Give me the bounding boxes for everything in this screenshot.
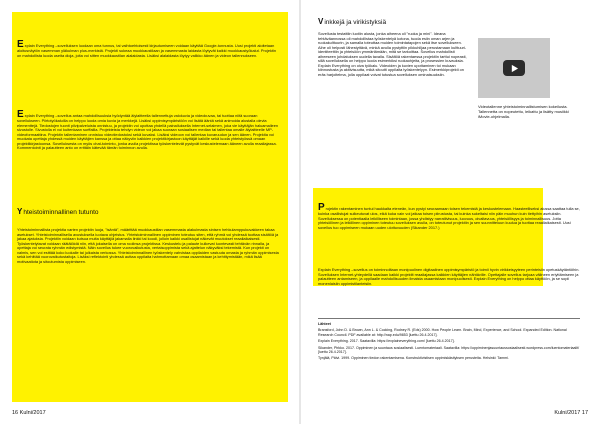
section-heading: [318, 18, 478, 26]
left-page: [0, 0, 299, 424]
paragraph-text: rojektin rakentaminen tuntui haukkalta eteneän, kun pystyi seuraamaan toisen tekemistä ja keskustelemaan. Haasteelliseksi alussa saattaa tulla se, kuinka osallistujat sulkeutuvat ulos, eikä kuka vain voi jatkaa toisen piirustusta, tai kuinka sukeltaisi niin päin muuhun kuin tiettyihin asetuksiin. Sovelluksessa on potentiaalia leikilliseen toimintaan, jossa yhdistyy narratiivisuus, luovuus, oivaltavuus, yhteisöllisyys ja toiminnallisuus. Jotta yhteisöllinen ja leikillinen oppiminen toteutuu sovelluksen avulla, on toteutunut projektiin ja sen suunnitteluun kuulua ja tuottaa reaaliaikaisesti. Uusi sovellus tuo oppimiseen mukaan uuden ulottuvuuden (Sikander 2017.): [318, 206, 580, 230]
references-divider: [318, 318, 580, 319]
drop-cap: P: [318, 202, 325, 213]
reference-item: Bransford, John D. & Brown, Ann L. & Cocking, Rodney R. (Eds) 2000. How People Learn. Brain, Mind, Experience, and School. Expanded Edition. National Research Council. PDF available at: http://nap.edu/9853 [luettu 26.4.2017].: [318, 328, 567, 337]
page-number-left: 16 Kulni/2017: [12, 410, 46, 416]
heading-initial: Y: [17, 207, 23, 216]
body-paragraph: Sovellusta testattiin luotiin alusta, jonka aiheena oli "ruoka ja mini". Ideana tehtäväannossa oli mahdollistaa työskentelyä kotona, tuoda esiin oman arjen ja ruokakulttuurin, ja samalla toteuttaa muiden toimintatapojen sekä itse sovellukseen. Aihe oli helposti lähestyttävä, minkä avulla pystyttiin pikkuhiljaa perustamaan kulttuuri-identiteettiin ja yhteisöön ymmärtämään, mitä se tarkoittaa. Sovellus mahdollisti aiheeseen johdatuksen uudella tavalla. Sisältöä rakentaessa projektiin tarttui nopeasti, sillä sovelluksella on helppo luoda esimerkiksi ruokaohjeita, ja prosessien kuvauksia. Explain Everything on oiva työkalu. Videoiden ja kuvien upottaminen toi mukaan kiinnostusta ja aktiivisuutta, mikä sitoutti oppilaita työskentelyyn. Esimerkkiprojekti on eräs harjoitelma, jolla oppilaat voivat tutustua sovelluksen ominaisuuksiin.: [318, 31, 467, 77]
reference-item: Sikander, Pirkko. 2017. Oppiminen ja suuntaus sosiaalisesti. Luentomateriaali. Saatavilla: https://oppiminenjasuuntaussosiaalisesti.wordpress.com/luentomateriaalit/ [luettu 26.4.2017].: [318, 345, 580, 355]
heading-text: hteistoiminnallinen tutunto: [23, 209, 99, 216]
page-number-right: Kulni/2017 17: [554, 410, 588, 416]
section-heading: [17, 208, 279, 216]
references: [318, 322, 580, 363]
body-paragraph: [17, 40, 279, 58]
play-icon: [510, 64, 519, 73]
paragraph-text: xplain Everything –sovelluksen luodaan oma tunnus, tai vaihtoehtoisesti kirjautumiseen voidaan käyttää Google-tunnusta. Uusi projekti aloitetaan aloitusnäytön vasemman yläkulman plus-merkistä. Projekti sukeaa muokkaustilaan ja vasemmasta laidasta löytyvät kaikki muokkaustyökalut. Projektin on mahdollista luoda useita dioja, joita voi sitten muokkaustilan alalaidasta. Lisäksi alalaidasta löytyy valikko äänen ja videon tallennukseen.: [17, 43, 277, 58]
reference-item: Explain Everything. 2017. Saatavilla: https://explaineverything.com/ [luettu 26.4.2017].: [318, 339, 455, 344]
references-title: Lähteet: [318, 322, 331, 326]
right-page: [301, 0, 600, 424]
drop-cap: E: [17, 109, 24, 120]
video-embed[interactable]: [478, 38, 550, 98]
drop-cap: E: [17, 39, 24, 50]
heading-text: inkkejä ja virikistyksiä: [324, 19, 387, 26]
highlight-box: [12, 12, 288, 402]
body-paragraph: [17, 110, 279, 151]
body-paragraph: Explain Everything –sovellus on toiminnoiltaan monipuolinen digitaalinen oppimisympäristö ja toimii hyvin virikkeisyyteen perinteisiin opetuskäytäntöihin. Sovelluksen Internet-yhteydellä saadaan kaikki projektit reaaliajassa kaikkien käyttäjien nähtäville. Opettajalle sovellus tarjoaa välineen eriyttämiseen ja palautteen antamiseen, ja oppilaalle mahdollisuuden ilmaista osaamistaan monipuolisesti. Explain Everything on helppo ottaa käyttöön, ja se sopii monenlaisiin oppimistilanteisiin.: [318, 267, 580, 286]
play-button[interactable]: [503, 60, 525, 76]
body-paragraph: [318, 203, 580, 230]
heading-initial: V: [318, 17, 324, 26]
body-paragraph: Yhteistoiminnallista projektia varten projektin luoja, "isäntä", määrittää muokkaustilan vasemmasta alakulmasta sinisen hehkulamppukuvakkeen takaa asetukset. Yhteistoiminnallisella avustuksella luotava ohjeistus. Yhteistoiminnallinen oppiminen toteutuu siten, että ryhmä voi yhdessä tuottaa sisältöä ja jakaa ajatuksia. Projektiin voidaan kutsua muita käyttäjiä jakamalla linkki tai koodi, jolloin kaikki osallistujat näkevät muutokset reaaliaikaisesti. Työskentelytavat voidaan räätälöidä niin, että jokaisella on oma roolinsa projektissa. Keskustelu ja palaute kulkevat luontevasti tehtävän rinnalla, ja opettaja voi seurata ryhmän edistymistä. Näin sovellus tukee vuorovaikutusta, vertaisoppimista sekä ajattelun näkyväksi tekemistä. Kun projekti on valmis, sen voi esittää koko luokalle tai julkaista verkossa. Yhteistoiminnallinen työskentely vahvistaa oppilaiden vastuuta omasta ja ryhmän oppimisesta sekä kehittää vuorovaikutustaitoja. Lisäksi reflektointi yhdessä auttaa oppilaita hahmottamaan omaa osaamistaan ja kehittymistään, mikä lisää motivaatiota ja sitoutumista oppimiseen.: [17, 227, 279, 264]
reference-item: Tynjälä, Päivi. 1999. Oppiminen tiedon rakentamisena. Konstruktivistisen oppimiskäsityksen perusteita. Helsinki: Tammi.: [318, 356, 509, 361]
video-caption: Videotallenne yhteistoiminnallistumisen kokeilusta. Tallennetta on nopeutettu, leikattu ja lisätty musiikki iMovie-ohjelmalla.: [478, 104, 569, 119]
paragraph-text: xplain Everything –sovellus antaa mahdollisuuksia hyödyntää älylaitteella tallennettuja valokuvia ja videokuvaa, tai tuottaa niitä suoraan sovellukseen. Piirtotyökaluilla on helppo luoda omia kuvia ja merkkejä. Lisäksi oppimisympäristöön voi lisätä ääntä sekä animoida alustalla olevia elementtejä. Tiedostojen tuonti pilvipalveluista onnistuu, ja projektin voi upottaa yhdellä painalluksella Internet-selaimen, joka vie käyttäjän haluamalleen sivustolle. Sivustolla ei voi kuitenkaan surffailla. Projekteista tehdyn videon voi jakaa suoraan sosiaalisen median tai tallentaa omalle älylaitteelle MP-videoformaattina. Projektin tallentaminen onnistuu videotiedostoksi sekä kuvaksi. Lisäksi videoon voi tallentaa kuvaruudun ja sen äänen. Projektia voi muokata opettaja yhdessä muiden käyttäjien kanssa ja ottaa näkyviin kaikkien projektikirjastoon käyttäjät kaikille sekä luoda yhteistyössä omaan projektikirjastoonsa. Sovelluksesta on myös chat-toiminto, jonka avulla projektissa työskentelevät pystyvät keskustelemaan ääneen avulla reaaliajassa. Kommentointi ja palautteen anto on erittäin kätevää tämän toiminnon avulla.: [17, 113, 279, 151]
